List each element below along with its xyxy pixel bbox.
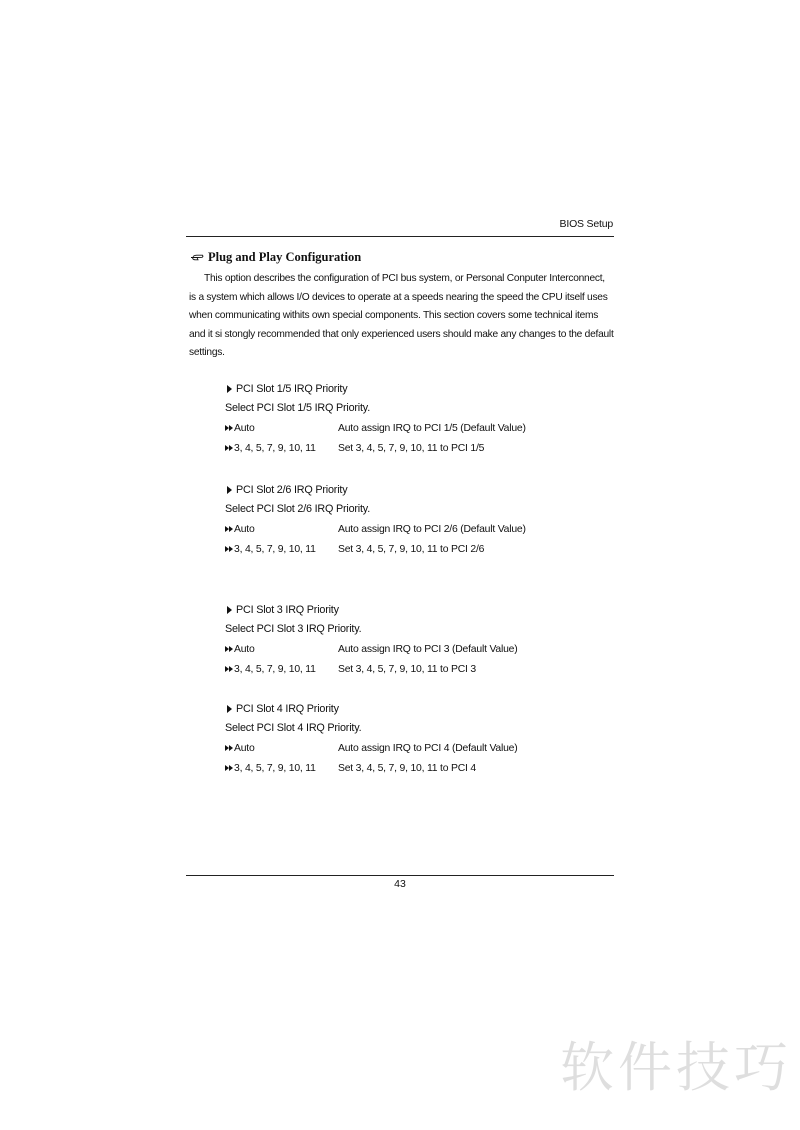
option-value-text: 3, 4, 5, 7, 9, 10, 11	[234, 762, 316, 774]
triangle-bullet-icon	[227, 606, 232, 614]
header-label: BIOS Setup	[559, 218, 613, 230]
option-value-text: 3, 4, 5, 7, 9, 10, 11	[234, 663, 316, 675]
section-title	[190, 250, 361, 265]
setting-item-header	[225, 601, 518, 619]
option-value	[225, 423, 338, 434]
option-row	[225, 659, 518, 679]
triangle-bullet-icon	[227, 486, 232, 494]
option-effect: Set 3, 4, 5, 7, 9, 10, 11 to PCI 4	[338, 762, 476, 774]
double-arrow-icon	[225, 526, 233, 532]
option-effect: Set 3, 4, 5, 7, 9, 10, 11 to PCI 1/5	[338, 442, 485, 454]
intro-paragraph	[189, 270, 617, 363]
setting-item-title: PCI Slot 2/6 IRQ Priority	[236, 484, 348, 496]
double-arrow-icon	[225, 445, 233, 451]
option-value	[225, 763, 338, 774]
option-row	[225, 438, 526, 458]
double-arrow-icon	[225, 745, 233, 751]
intro-line: and it si stongly recommended that only experienced users should make any changes to the default	[189, 328, 614, 340]
setting-item-header	[225, 481, 526, 499]
double-arrow-icon	[225, 546, 233, 552]
setting-item-pci-slot-4	[225, 700, 518, 778]
option-value	[225, 743, 338, 754]
setting-item-title: PCI Slot 1/5 IRQ Priority	[236, 383, 348, 395]
option-row	[225, 539, 526, 559]
setting-item-pci-slot-3	[225, 601, 518, 679]
triangle-bullet-icon	[227, 705, 232, 713]
footer-rule	[186, 875, 614, 876]
option-value	[225, 443, 338, 454]
pointing-hand-icon	[190, 253, 204, 262]
double-arrow-icon	[225, 646, 233, 652]
setting-item-description: Select PCI Slot 3 IRQ Priority.	[225, 623, 362, 635]
option-value-text: Auto	[234, 643, 255, 655]
option-effect: Auto assign IRQ to PCI 1/5 (Default Value)	[338, 422, 526, 434]
option-row	[225, 418, 526, 438]
setting-item-header	[225, 380, 526, 398]
option-value	[225, 544, 338, 555]
option-value-text: Auto	[234, 523, 255, 535]
intro-line: when communicating withits own special components. This section covers some technical items	[189, 310, 599, 321]
double-arrow-icon	[225, 425, 233, 431]
option-effect: Auto assign IRQ to PCI 3 (Default Value)	[338, 643, 518, 655]
setting-item-title: PCI Slot 4 IRQ Priority	[236, 703, 339, 715]
option-row	[225, 738, 518, 758]
section-title-text: Plug and Play Configuration	[208, 250, 362, 264]
setting-item-description: Select PCI Slot 1/5 IRQ Priority.	[225, 402, 371, 414]
setting-item-description: Select PCI Slot 2/6 IRQ Priority.	[225, 503, 371, 515]
option-effect: Set 3, 4, 5, 7, 9, 10, 11 to PCI 2/6	[338, 543, 485, 555]
option-row	[225, 758, 518, 778]
option-effect: Auto assign IRQ to PCI 4 (Default Value)	[338, 742, 518, 754]
setting-item-title: PCI Slot 3 IRQ Priority	[236, 604, 339, 616]
watermark: 软件技巧	[560, 1036, 792, 1099]
option-value-text: Auto	[234, 742, 255, 754]
setting-item-pci-slot-2-6	[225, 481, 526, 559]
option-row	[225, 519, 526, 539]
triangle-bullet-icon	[227, 385, 232, 393]
intro-line: settings.	[189, 347, 225, 358]
option-effect: Auto assign IRQ to PCI 2/6 (Default Value)	[338, 523, 526, 535]
double-arrow-icon	[225, 765, 233, 771]
intro-line: is a system which allows I/O devices to operate at a speeds nearing the speed the CPU itself uses	[189, 291, 608, 303]
page-number: 43	[394, 878, 406, 890]
option-value	[225, 664, 338, 675]
option-row	[225, 639, 518, 659]
option-value	[225, 644, 338, 655]
option-value-text: Auto	[234, 422, 255, 434]
setting-item-header	[225, 700, 518, 718]
option-value	[225, 524, 338, 535]
header-rule	[186, 236, 614, 237]
intro-line: This option describes the configuration of PCI bus system, or Personal Conputer Interconnect,	[204, 273, 605, 284]
option-effect: Set 3, 4, 5, 7, 9, 10, 11 to PCI 3	[338, 663, 476, 675]
setting-item-pci-slot-1-5	[225, 380, 526, 458]
option-value-text: 3, 4, 5, 7, 9, 10, 11	[234, 543, 316, 555]
option-value-text: 3, 4, 5, 7, 9, 10, 11	[234, 442, 316, 454]
setting-item-description: Select PCI Slot 4 IRQ Priority.	[225, 722, 362, 734]
double-arrow-icon	[225, 666, 233, 672]
